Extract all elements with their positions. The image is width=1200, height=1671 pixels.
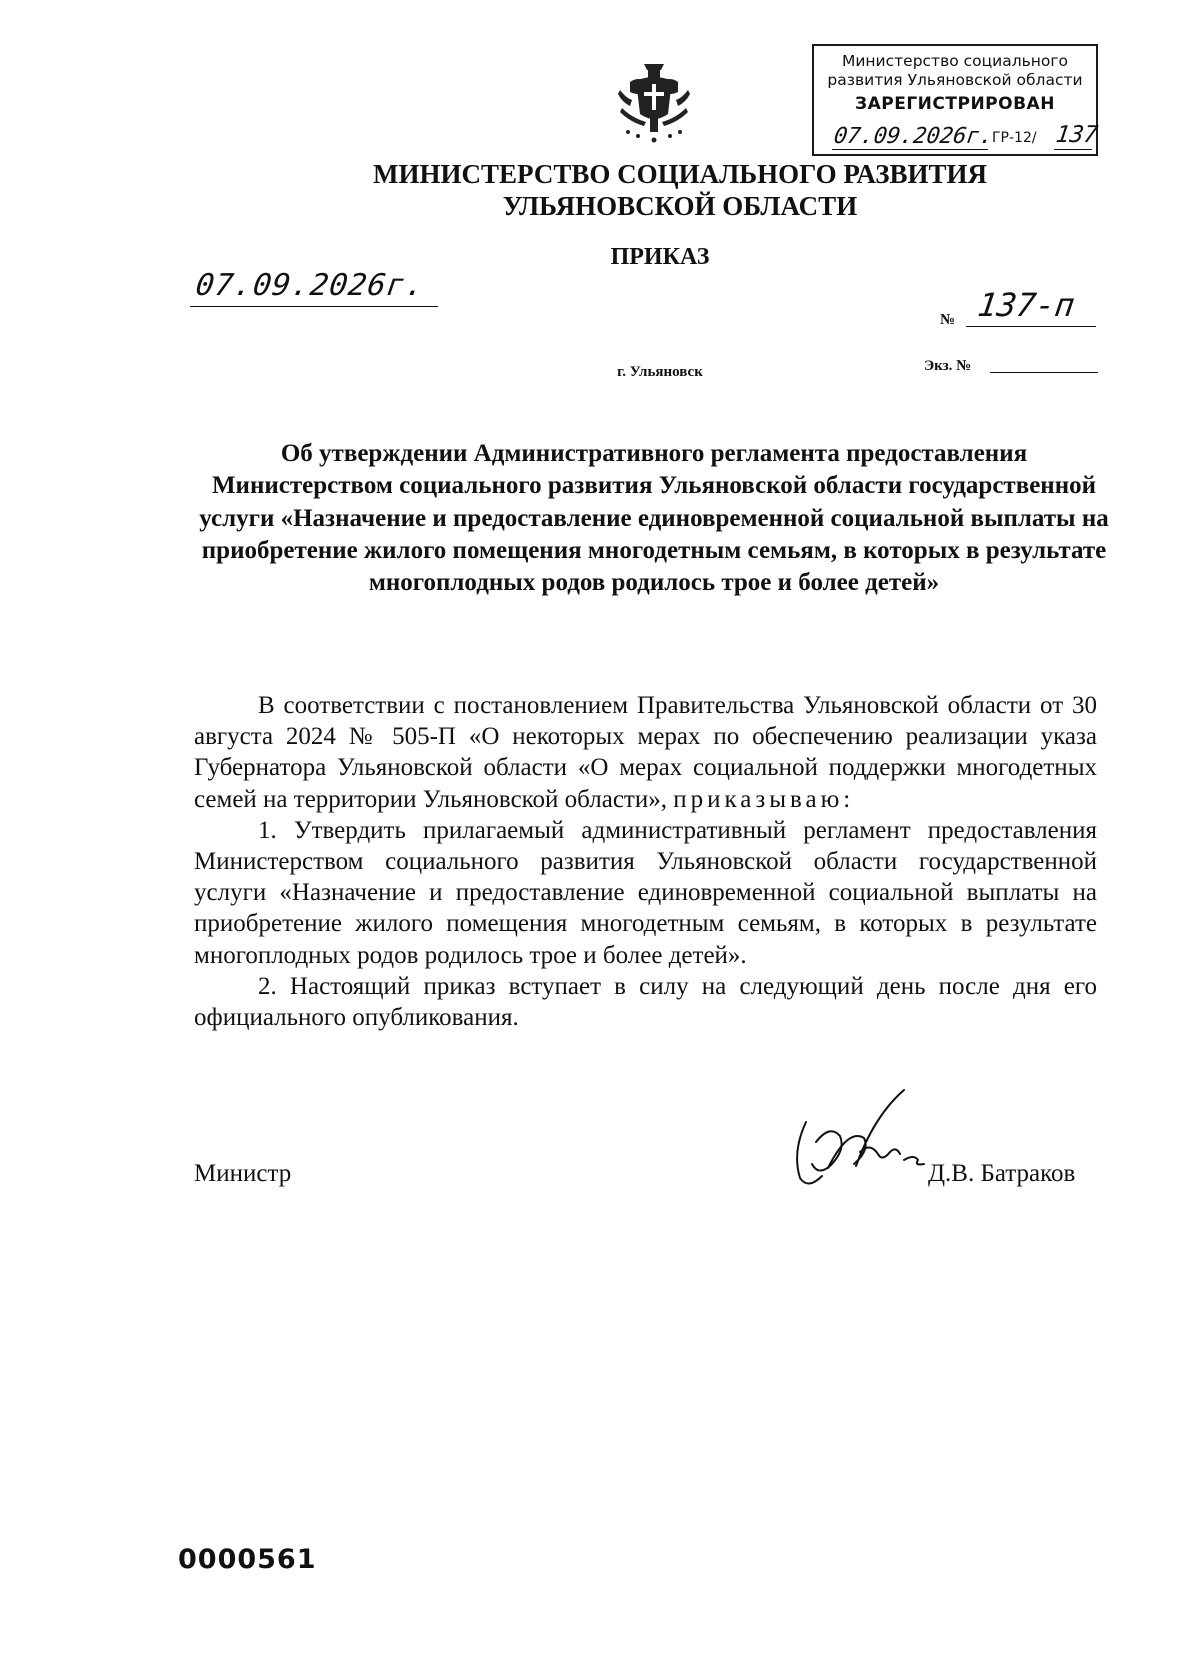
copy-number-field bbox=[990, 372, 1098, 373]
order-body bbox=[194, 690, 1097, 1033]
registration-stamp bbox=[812, 44, 1098, 156]
handwritten-signature bbox=[786, 1082, 944, 1192]
signer-title: Министр bbox=[194, 1160, 292, 1187]
stamp-registered-label: ЗАРЕГИСТРИРОВАН bbox=[855, 94, 1055, 114]
order-number-underline bbox=[966, 326, 1096, 327]
stamp-date-underline bbox=[832, 149, 988, 150]
order-date-underline bbox=[190, 306, 438, 307]
stamp-ministry-line: Министерство социального bbox=[841, 52, 1069, 70]
document-type: ПРИКАЗ bbox=[610, 244, 710, 270]
city: г. Ульяновск bbox=[617, 364, 703, 380]
preamble-text: В соответствии с постановлением Правительства Ульяновской области от 30 августа 2024 № 505-П «О некоторых мерах по обеспечению реализации указа Губернатора Ульяновской области «О мерах социальной поддержки многодетных семей на территории Ульяновской области», bbox=[194, 692, 1097, 813]
paragraph-preamble bbox=[194, 690, 1097, 815]
order-number-label: № bbox=[940, 312, 956, 328]
coat-of-arms-icon bbox=[614, 60, 694, 144]
stamp-date: 07.09.2026г. bbox=[832, 124, 995, 149]
signer-name: Д.В. Батраков bbox=[928, 1160, 1076, 1187]
paragraph-item-2: 2. Настоящий приказ вступает в силу на следующий день после дня его официального опубликования. bbox=[194, 972, 1097, 1032]
order-number: 137-п bbox=[975, 286, 1077, 324]
paragraph-item-1: 1. Утвердить прилагаемый административный регламент предоставления Министерством социального развития Ульяновской области государственной услуги «Назначение и предоставление единовременной социальной выплаты на приобретение жилого помещения многодетным семьям, в которых в результате многоплодных родов родилось трое и более детей». bbox=[194, 816, 1097, 969]
stamp-number-underline bbox=[1054, 149, 1092, 150]
order-date: 07.09.2026г. bbox=[193, 268, 428, 303]
org-name-line1: МИНИСТЕРСТВО СОЦИАЛЬНОГО РАЗВИТИЯ bbox=[373, 159, 987, 189]
document-serial-number: 0000561 bbox=[178, 1544, 317, 1575]
stamp-reg-prefix: ГР-12/ bbox=[992, 130, 1037, 146]
preamble-order-word: приказываю: bbox=[673, 785, 855, 813]
order-subject: Об утверждении Административного регламента предоставления Министерством социального развития Ульяновской области государственной услуги «Назначение и предоставление единовременной социальной выплаты на приобретение жилого помещения многодетным семьям, в которых в результате многоплодных родов родилось трое и более детей» bbox=[199, 440, 1109, 597]
stamp-reg-number: 137 bbox=[1054, 122, 1100, 148]
org-name-line2: УЛЬЯНОВСКОЙ ОБЛАСТИ bbox=[502, 191, 858, 221]
stamp-region-line: развития Ульяновской области bbox=[827, 71, 1083, 89]
copy-number-label: Экз. № bbox=[924, 358, 972, 374]
